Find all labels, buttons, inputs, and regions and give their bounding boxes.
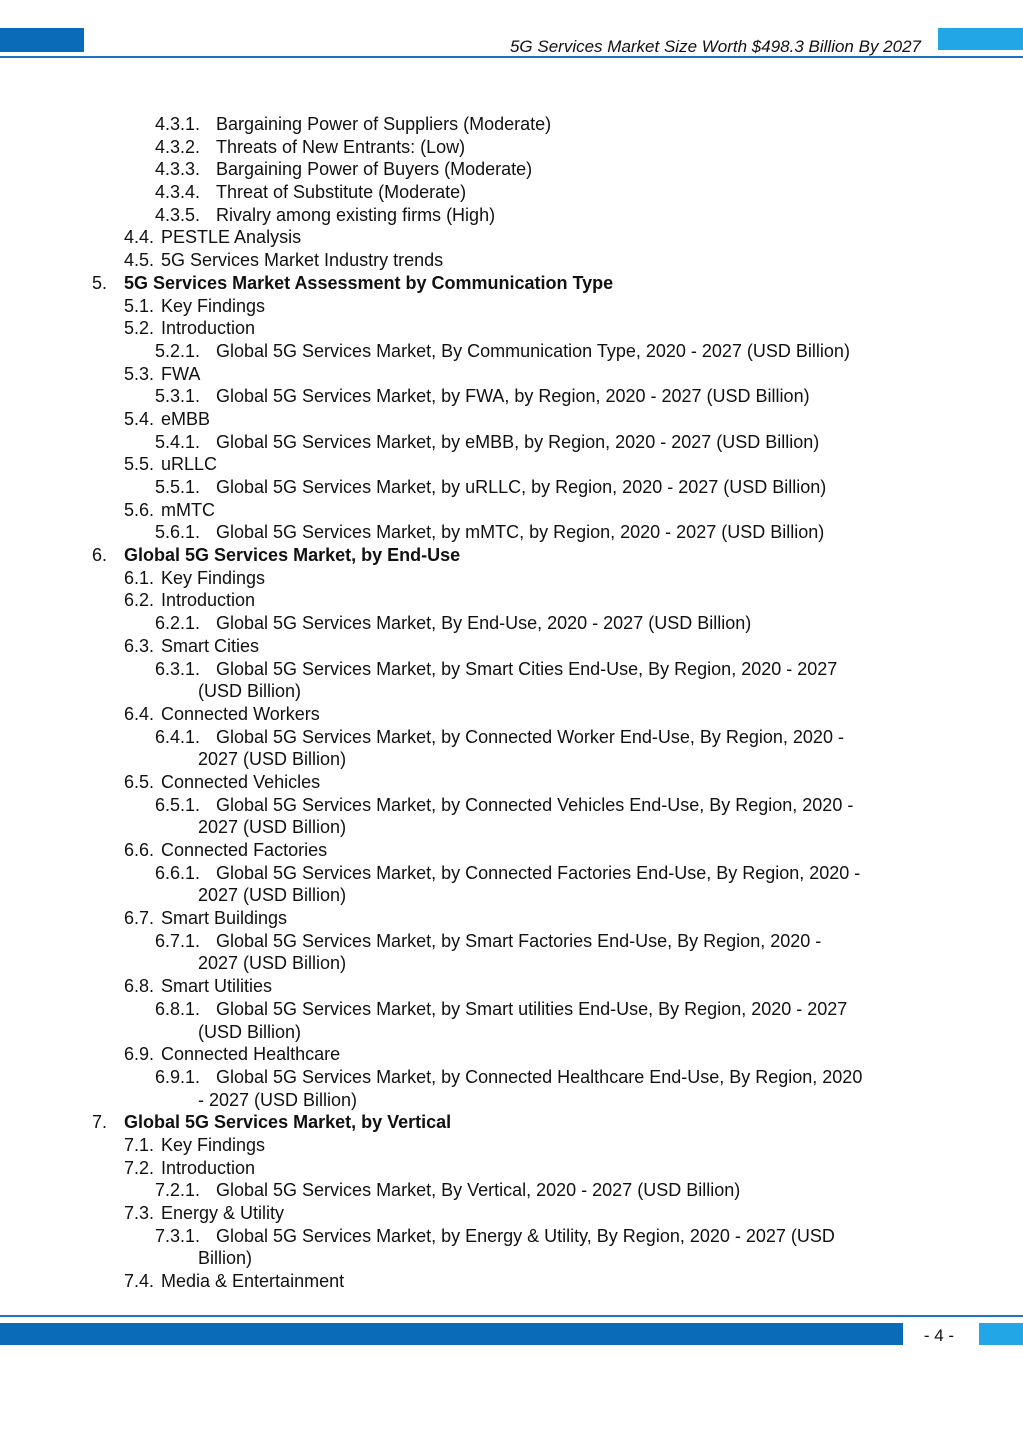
toc-entry-title: Introduction [161, 590, 256, 611]
toc-entry-title: Key Findings [161, 295, 266, 316]
toc-entry [0, 975, 1023, 998]
toc-entry-title: Threats of New Entrants: (Low) [216, 136, 466, 157]
toc-entry-title: Global 5G Services Market, by mMTC, by Region, 2020 - 2027 (USD Billion) [216, 522, 825, 543]
toc-entry-number: 6.9. [124, 1044, 155, 1065]
toc-entry [0, 158, 1023, 181]
toc-entry-number: 4.3.2. [155, 136, 201, 157]
toc-entry-title: Media & Entertainment [161, 1271, 345, 1292]
toc-entry-title: Global 5G Services Market, By Communication Type, 2020 - 2027 (USD Billion) [216, 340, 850, 361]
toc-entry-continuation [0, 884, 1023, 907]
toc-entry-number: 7.3.1. [155, 1225, 201, 1246]
toc-entry-title: Smart Cities [161, 635, 260, 656]
toc-entry-number: 6.4.1. [155, 726, 201, 747]
toc-entry-title-continued: 2027 (USD Billion) [198, 953, 347, 974]
toc-entry-title: Energy & Utility [161, 1203, 285, 1223]
toc-entry-number: 5.6. [124, 499, 155, 520]
toc-entry-title: Introduction [161, 1157, 256, 1178]
toc-entry-title: Global 5G Services Market, by Smart utilities End-Use, By Region, 2020 - 2027 [216, 998, 848, 1019]
toc-entry-title: Global 5G Services Market, by eMBB, by Region, 2020 - 2027 (USD Billion) [216, 431, 820, 452]
toc-entry-number: 6.7.1. [155, 930, 201, 951]
toc-entry-title: uRLLC [161, 454, 218, 475]
toc-entry-number: 6.9.1. [155, 1066, 201, 1087]
toc-entry [0, 408, 1023, 431]
toc-entry [0, 612, 1023, 635]
toc-entry-number: 6.1. [124, 567, 155, 588]
toc-entry [0, 363, 1023, 386]
toc-entry-title: Global 5G Services Market, by Connected Vehicles End-Use, By Region, 2020 - [216, 794, 854, 815]
toc-entry [0, 181, 1023, 204]
toc-entry-title: eMBB [161, 408, 211, 429]
toc-entry [0, 1134, 1023, 1157]
toc-entry [0, 703, 1023, 726]
header-title: 5G Services Market Size Worth $498.3 Billion By 2027 [509, 37, 921, 56]
toc-entry-number: 6.7. [124, 908, 155, 929]
toc-entry-number: 7.2. [124, 1157, 155, 1178]
toc-entry-number: 5.5.1. [155, 477, 201, 497]
toc-entry [0, 839, 1023, 862]
toc-entry-title-continued: Billion) [198, 1248, 253, 1269]
toc-entry [0, 317, 1023, 340]
header-accent-left [0, 28, 84, 52]
toc-entry-title: Connected Vehicles [161, 771, 321, 792]
toc-entry-title: Threat of Substitute (Moderate) [216, 182, 467, 203]
toc-entry [0, 476, 1023, 499]
toc-entry-title: Introduction [161, 318, 256, 339]
page-number: - 4 - [923, 1326, 955, 1345]
toc-entry-title: Global 5G Services Market, by Smart Cities End-Use, By Region, 2020 - 2027 [216, 658, 838, 679]
toc-entry-number: 6.6. [124, 840, 155, 860]
toc-entry-title: Global 5G Services Market, By End-Use, 2020 - 2027 (USD Billion) [216, 613, 752, 634]
toc-entry [0, 589, 1023, 612]
toc-entry-number: 7.1. [124, 1134, 155, 1155]
toc-entry-title: Global 5G Services Market, by FWA, by Region, 2020 - 2027 (USD Billion) [216, 386, 810, 407]
toc-entry [0, 567, 1023, 590]
toc-entry-number: 5.4.1. [155, 431, 201, 452]
toc-entry [0, 658, 1023, 681]
toc-entry [0, 295, 1023, 318]
toc-entry [0, 521, 1023, 544]
toc-entry-title: Global 5G Services Market, by Energy & Utility, By Region, 2020 - 2027 (USD [216, 1225, 835, 1246]
toc-entry-title-continued: - 2027 (USD Billion) [198, 1089, 358, 1110]
toc-entry-title: Global 5G Services Market, by Connected Healthcare End-Use, By Region, 2020 [216, 1066, 863, 1087]
toc-entry-title: Connected Healthcare [161, 1044, 341, 1065]
toc-entry-title: Key Findings [161, 567, 266, 588]
toc-entry-continuation [0, 680, 1023, 703]
footer-rule [0, 1315, 1023, 1317]
toc-entry-number: 5.3.1. [155, 386, 201, 407]
toc-entry [0, 249, 1023, 272]
toc-entry-number: 4.4. [124, 227, 155, 248]
toc-entry-title: PESTLE Analysis [161, 227, 302, 248]
toc-entry-title: Global 5G Services Market, By Vertical, 2020 - 2027 (USD Billion) [216, 1180, 741, 1201]
toc-entry-number: 7.3. [124, 1203, 155, 1223]
toc-entry-title: Global 5G Services Market, by Smart Factories End-Use, By Region, 2020 - [216, 930, 822, 951]
toc-entry-number: 5.4. [124, 408, 155, 429]
toc-entry [0, 1043, 1023, 1066]
toc-entry-title: 5G Services Market Assessment by Communication Type [124, 272, 614, 293]
toc-entry-continuation [0, 1089, 1023, 1112]
toc-entry-number: 4.3.4. [155, 182, 201, 203]
toc-entry-title: mMTC [161, 499, 215, 520]
toc-entry-number: 6.4. [124, 703, 155, 724]
toc-entry-title: Global 5G Services Market, by End-Use [124, 545, 461, 566]
toc-entry-number: 6.8.1. [155, 998, 201, 1019]
toc-entry-continuation [0, 816, 1023, 839]
toc-entry-title-continued: (USD Billion) [198, 681, 302, 702]
toc-entry-number: 7.2.1. [155, 1180, 201, 1201]
toc-entry-continuation [0, 952, 1023, 975]
header-accent-right [938, 28, 1023, 50]
toc-entry [0, 1225, 1023, 1248]
toc-entry-title: Connected Factories [161, 840, 328, 860]
toc-entry [0, 113, 1023, 136]
toc-entry [0, 340, 1023, 363]
toc-entry [0, 771, 1023, 794]
toc-entry [0, 907, 1023, 930]
toc-entry [0, 204, 1023, 227]
toc-entry [0, 136, 1023, 159]
toc-entry-number: 6.5.1. [155, 794, 201, 815]
header-rule [0, 56, 1023, 58]
toc-entry-number: 6.3. [124, 635, 155, 656]
toc-entry [0, 998, 1023, 1021]
toc-entry-title-continued: (USD Billion) [198, 1021, 302, 1042]
toc-entry-title: Global 5G Services Market, by Connected Worker End-Use, By Region, 2020 - [216, 726, 844, 747]
toc-entry-number: 6.2. [124, 590, 155, 611]
toc-entry [0, 1202, 1023, 1225]
toc-entry-number: 6.8. [124, 976, 155, 997]
toc-entry [0, 1157, 1023, 1180]
toc-entry [0, 862, 1023, 885]
footer-bar [0, 1323, 903, 1345]
toc-entry [0, 1179, 1023, 1202]
toc-entry-number: 5.6.1. [155, 522, 201, 543]
toc-entry-title: FWA [161, 363, 201, 384]
toc-entry-number: 5.2.1. [155, 340, 201, 361]
toc-entry-title: Smart Buildings [161, 908, 288, 929]
toc-entry-title: Rivalry among existing firms (High) [216, 204, 496, 225]
toc-entry [0, 272, 1023, 295]
toc-entry-title-continued: 2027 (USD Billion) [198, 749, 347, 770]
toc-entry [0, 431, 1023, 454]
toc-entry-number: 6.3.1. [155, 658, 201, 679]
toc-entry-number: 5. [92, 272, 108, 293]
toc-entry-number: 4.3.1. [155, 114, 201, 134]
toc-entry-number: 7.4. [124, 1271, 155, 1292]
toc-entry-title-continued: 2027 (USD Billion) [198, 817, 347, 838]
toc-entry-title-continued: 2027 (USD Billion) [198, 885, 347, 906]
toc-entry-number: 6.6.1. [155, 862, 201, 883]
table-of-contents [0, 113, 1023, 1293]
toc-entry-number: 5.2. [124, 318, 155, 339]
toc-entry [0, 794, 1023, 817]
toc-entry [0, 499, 1023, 522]
toc-entry-title: Global 5G Services Market, by Vertical [124, 1112, 452, 1133]
toc-entry-title: Global 5G Services Market, by Connected Factories End-Use, By Region, 2020 - [216, 862, 861, 883]
toc-entry-number: 6.2.1. [155, 613, 201, 634]
toc-entry-number: 4.5. [124, 250, 155, 271]
toc-entry-number: 6.5. [124, 771, 155, 792]
toc-entry [0, 1270, 1023, 1293]
toc-entry-number: 5.3. [124, 363, 155, 384]
toc-entry-title: Global 5G Services Market, by uRLLC, by Region, 2020 - 2027 (USD Billion) [216, 477, 827, 497]
toc-entry-number: 4.3.3. [155, 159, 201, 180]
toc-entry [0, 930, 1023, 953]
toc-entry-title: 5G Services Market Industry trends [161, 250, 444, 271]
toc-entry-number: 5.5. [124, 454, 155, 475]
toc-entry [0, 1066, 1023, 1089]
footer-accent-right [979, 1323, 1023, 1345]
toc-entry-number: 5.1. [124, 295, 155, 316]
toc-entry-title: Key Findings [161, 1134, 266, 1155]
toc-entry-continuation [0, 1021, 1023, 1044]
toc-entry [0, 544, 1023, 567]
toc-entry [0, 1111, 1023, 1134]
toc-entry-continuation [0, 748, 1023, 771]
toc-entry [0, 453, 1023, 476]
toc-entry-number: 4.3.5. [155, 204, 201, 225]
toc-entry-continuation [0, 1247, 1023, 1270]
toc-entry-title: Bargaining Power of Buyers (Moderate) [216, 159, 533, 180]
toc-entry-number: 6. [92, 545, 108, 566]
toc-entry-title: Bargaining Power of Suppliers (Moderate) [216, 114, 552, 134]
toc-entry [0, 635, 1023, 658]
toc-entry [0, 385, 1023, 408]
toc-entry-title: Smart Utilities [161, 976, 273, 997]
toc-entry [0, 726, 1023, 749]
toc-entry [0, 226, 1023, 249]
toc-entry-title: Connected Workers [161, 703, 320, 724]
toc-entry-number: 7. [92, 1112, 108, 1133]
